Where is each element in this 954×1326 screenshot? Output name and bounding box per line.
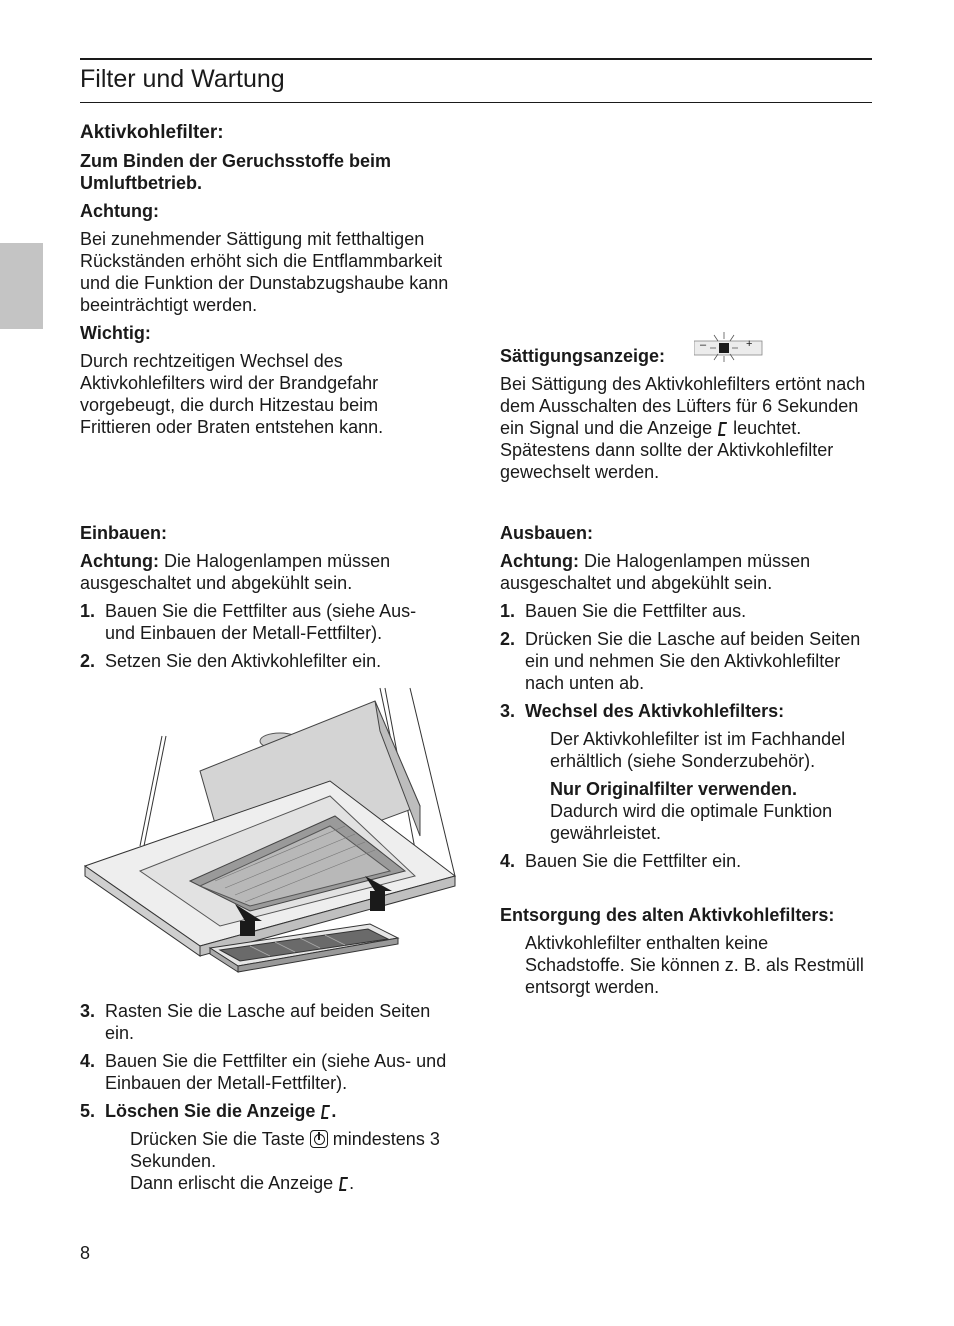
step-text: Bauen Sie die Fettfilter ein (siehe Aus- und Einbauen der Metall-Fettfilter). [105,1051,447,1093]
step-title-period: . [331,1101,337,1121]
remove-step [500,850,870,872]
remove-step-3 [500,700,870,722]
page-title: Filter und Wartung [80,65,285,93]
section-heading: Aktivkohlefilter: [80,122,224,143]
step-number: 3. [80,1001,96,1021]
saturation-text [500,373,870,483]
remove-caution-label: Achtung: [500,551,579,571]
install-heading: Einbauen: [80,523,168,543]
caution-label: Achtung: [80,201,159,221]
saturation-display-icon [718,422,727,436]
step-number: 4. [80,1051,96,1071]
step-title: Löschen Sie die Anzeige [105,1101,316,1121]
step-number: 5. [80,1101,96,1121]
step-text: Setzen Sie den Aktivkohlefilter ein. [105,651,382,671]
result-text: . [349,1173,355,1193]
result-text: Dann erlischt die Anzeige [130,1173,339,1193]
step-3-text: Der Aktivkohlefilter ist im Fachhandel erhältlich (siehe Sonderzubehör). [550,729,846,771]
remove-heading: Ausbauen: [500,523,594,543]
page-number: 8 [80,1243,91,1263]
install-step [80,600,450,644]
step-3-note: Dadurch wird die optimale Funktion gewährleistet. [550,801,833,843]
step-number: 2. [80,651,96,671]
install-caution-text: Die Halogenlampen müssen ausgeschaltet und abgekühlt sein. [80,551,391,593]
install-steps-continued [80,1000,450,1194]
install-section [80,522,450,672]
step-number: 1. [80,601,96,621]
step-text: Rasten Sie die Lasche auf beiden Seiten ein. [105,1001,431,1043]
install-caution-label: Achtung: [80,551,159,571]
filter-installation-illustration [80,686,460,978]
install-caution [80,550,450,594]
control-panel-display-icon [694,332,764,362]
display-minus-label: – [700,339,707,351]
instruction-text: mindestens 3 Sekunden. [130,1129,440,1171]
left-column-intro [80,122,450,438]
important-label: Wichtig: [80,323,151,343]
disposal-heading: Entsorgung des alten Aktivkohlefilters: [500,905,835,925]
header-rule-bottom [80,102,872,103]
saturation-display-icon [339,1177,348,1191]
install-step [80,1050,450,1094]
remove-step [500,600,870,622]
step-text: Bauen Sie die Fettfilter aus (siehe Aus- und Einbauen der Metall-Fettfilter). [105,601,417,643]
disposal-section [500,904,870,998]
saturation-display-icon [321,1105,330,1119]
remove-step [500,628,870,694]
important-text: Durch rechtzeitigen Wechsel des Aktivkohlefilters wird der Brandgefahr vorgebeugt, die durch Hitzestau beim Frittieren oder Braten entstehen kann. [80,351,384,437]
remove-caution [500,550,870,594]
install-step-5 [80,1100,450,1122]
section-subheading: Zum Binden der Geruchsstoffe beim Umluftbetrieb. [80,151,392,193]
saturation-label: Sättigungsanzeige: [500,346,666,366]
saturation-text-part: leuchtet. Spätestens dann sollte der Aktivkohlefilter gewechselt werden. [500,418,834,482]
step-number: 4. [500,851,516,871]
header-rule-top [80,58,872,60]
remove-caution-text: Die Halogenlampen müssen ausgeschaltet und abgekühlt sein. [500,551,811,593]
section-tab-marker [0,243,43,329]
saturation-text-part: Bei Sättigung des Aktivkohlefilters ertönt nach dem Ausschalten des Lüfters für 6 Sekunden ein Signal und die Anzeige [500,374,866,438]
step-text: Bauen Sie die Fettfilter ein. [525,851,742,871]
install-step [80,650,450,672]
display-plus-label: + [746,338,753,350]
step-text: Bauen Sie die Fettfilter aus. [525,601,747,621]
step-5-instruction [80,1128,450,1172]
step-3-note-bold: Nur Originalfilter verwenden. [550,779,798,799]
step-number: 1. [500,601,516,621]
disposal-text: Aktivkohlefilter enthalten keine Schadstoffe. Sie können z. B. als Restmüll entsorgt werden. [525,933,864,997]
caution-text: Bei zunehmender Sättigung mit fetthaltigen Rückständen erhöht sich die Entflammbarkeit und die Funktion der Dunstabzugshaube kann beeinträchtigt werden. [80,229,449,315]
saturation-section [500,345,870,483]
step-number: 3. [500,701,516,721]
instruction-text: Drücken Sie die Taste [130,1129,310,1149]
fan-button-icon [310,1130,328,1148]
step-5-result [80,1172,450,1194]
install-step [80,1000,450,1044]
step-text: Drücken Sie die Lasche auf beiden Seiten ein und nehmen Sie den Aktivkohlefilter nach unten ab. [525,629,861,693]
remove-section [500,522,870,872]
step-number: 2. [500,629,516,649]
step-title: Wechsel des Aktivkohlefilters: [525,701,785,721]
